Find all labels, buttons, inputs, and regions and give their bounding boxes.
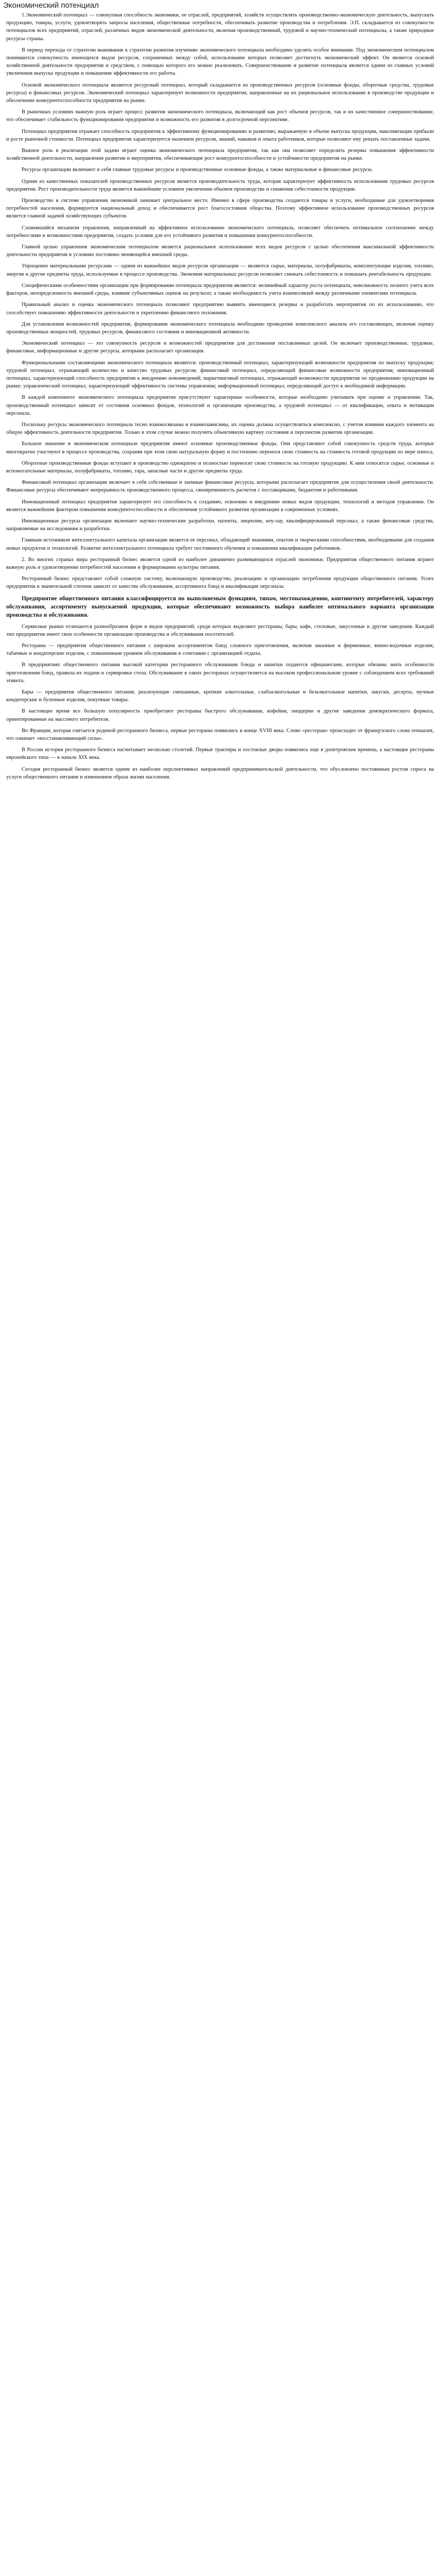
paragraph: Рестораны — предприятия общественного питания с широким ассортиментом блюд сложного приготовления, включая заказные и фирменные, винно-водочные изделия, табачные и кондитерские изделия, с повышенным уровнем обслуживания в сочетании с организацией отдыха. (6, 643, 434, 657)
paragraph: Ресторанный бизнес представляет собой сложную систему, включающую производство, реализацию и организацию потребления продукции общественного питания. Успех предприятия в значительной степени зависит от качества обслуживания, ассортимента блюд и квалификации персонала. (6, 576, 434, 590)
paragraph: В России история ресторанного бизнеса насчитывает несколько столетий. Первые трактиры и постоялые дворы появились еще в допетровские времена, а настоящие рестораны европейского типа — в начале XIX века. (6, 747, 434, 761)
page-title: Экономический потенциал (3, 1, 99, 10)
paragraph: Экономический потенциал — это совокупность ресурсов и возможностей предприятия для достижения поставленных целей. Он включает производственные, трудовые, финансовые, информационные и другие ресурсы, которыми располагает организация. (6, 341, 434, 354)
paragraph: В рыночных условиях важную роль играет процесс развития экономического потенциала, включающий как рост объемов ресурсов, так и их качественное совершенствование, что обеспечивает стабильность функционирования предприятия и возможность его развития в долгосрочной перспективе. (6, 109, 434, 123)
paragraph: Производство в системе управления экономикой занимает центральное место. Именно в сфере производства создаются товары и услуги, необходимые для удовлетворения потребностей населения, формируется национальный доход и обеспечивается рост благосостояния общества. Поэтому эффективное использование производственных ресурсов является главной задачей хозяйствующих субъектов. (6, 198, 434, 219)
paragraph: Сервисные рынки отличаются разнообразием форм и видов предприятий, среди которых выделяют рестораны, бары, кафе, столовые, закусочные и другие заведения. Каждый тип предприятия имеет свои особенности организации производства и обслуживания посетителей. (6, 623, 434, 637)
paragraph: Ресурсы организации включают в себя главные трудовые ресурсы и производственные основные фонды, а также материальные и финансовые ресурсы. (22, 167, 373, 173)
paragraph: В настоящее время все большую популярность приобретают рестораны быстрого обслуживания, кофейни, пиццерии и другие заведения демократического формата, ориентированные на массового потребителя. (6, 708, 434, 722)
paragraph: Правильный анализ и оценка экономического потенциала позволяют предприятию выявить имеющиеся резервы и разработать мероприятия по их использованию, что способствует повышению эффективности деятельности и укреплению финансового положения. (6, 302, 434, 316)
paragraph: Для установления возможностей предприятия, формирования экономического потенциала необходимо проведение комплексного анализа его составляющих, включая оценку производственных мощностей, трудовых ресурсов, финансового состояния и инновационной активности. (6, 321, 434, 335)
paragraph: Функциональными составляющими экономического потенциала являются: производственный потенциал, характеризующий возможности предприятия по выпуску продукции; трудовой потенциал, отражающий количество и качество трудовых ресурсов; финансовый потенциал, определяющий финансовые возможности предприятия; инновационный потенциал, характеризующий способность предприятия к внедрению нововведений; маркетинговый потенциал, отражающий возможности предприятия по продвижению продукции на рынке; управленческий потенциал, характеризующий эффективность системы управления; информационный потенциал, определяющий доступ к необходимой информации. (6, 360, 434, 389)
paragraph: В предприятиях общественного питания высокой категории ресторанного обслуживания блюда и напитки подаются официантами, которые обязаны знать особенности приготовления блюд, правила их подачи и сервировки стола. Обслуживание в таких ресторанах осуществляется на высоком профессиональном уровне с соблюдением всех требований этикета. (6, 662, 434, 684)
document-body (2, 11, 434, 781)
bold-paragraph: Предприятие общественного питания классифицируется по выполняемым функциям, типам, местонахождению, контингенту потребителей, характеру обслуживания, ассортименту выпускаемой продукции, которые обеспечивают возможность выбора наиболее оптимального варианта организации производства и обслуживания. (6, 595, 434, 618)
paragraph: Главным источником интеллектуального капитала организации является ее персонал, обладающий знаниями, опытом и творческими способностями, необходимыми для создания новых продуктов и технологий. Развитие интеллектуального потенциала требует постоянного обучения и повышения квалификации работников. (6, 537, 434, 551)
paragraph: Оборотные производственные фонды вступают в производство однократно и полностью переносят свою стоимость на готовую продукцию. К ним относятся сырье, основные и вспомогательные материалы, полуфабрикаты, топливо, тара, запасные части и другие предметы труда. (6, 460, 434, 474)
paragraph: Основой экономического потенциала являются ресурсный потенциал, который складывается из производственных ресурсов (основные фонды, оборотные средства, трудовые ресурсы) и финансовых ресурсов. Экономический потенциал характеризует возможности предприятия, направленные на их рациональное использование в производстве продукции и обеспечение конкурентоспособности предприятия на рынке. (6, 82, 434, 104)
paragraph: Финансовый потенциал организации включает в себя собственные и заемные финансовые ресурсы, которыми располагает предприятие для осуществления своей деятельности. Финансовые ресурсы обеспечивают непрерывность производственного процесса, своевременность расчетов с поставщиками, бюджетом и работниками. (6, 480, 434, 494)
paragraph: Сложившийся механизм управления, направленный на эффективное использование экономического потенциала, позволяет обеспечить оптимальное соотношение между потребностями и возможностями предприятия, создать условия для его устойчивого развития и повышения конкурентоспособности. (6, 225, 434, 239)
paragraph: Большое значение в экономическом потенциале предприятия имеют основные производственные фонды. Они представляют собой совокупность средств труда, которые многократно участвуют в процессе производства, сохраняя при этом свою натуральную форму и постепенно перенося свою стоимость на стоимость готовой продукции по мере износа. (6, 441, 434, 455)
paragraph: Главной целью управления экономическим потенциалом является рациональное использование всех видов ресурсов с целью обеспечения максимальной эффективности деятельности предприятия в условиях постоянно меняющейся внешней среды. (6, 244, 434, 258)
paragraph: Инновационные ресурсы организации включают научно-технические разработки, патенты, лицензии, ноу-хау, квалифицированный персонал, а также финансовые средства, направляемые на исследования и разработки. (6, 518, 434, 532)
paragraph: Одним из качественных показателей производственных ресурсов является производительность труда, которая характеризует эффективность использования трудовых ресурсов предприятия. Рост производительности труда является важнейшим условием увеличения объемов производства и снижения себестоимости продукции. (6, 178, 434, 192)
paragraph: 1.Экономический потенциал — совокупная способность экономики, ее отраслей, предприятий, хозяйств осуществлять производственно-экономическую деятельность, выпускать продукцию, товары, услуги, удовлетворять запросы населения, общественные потребности, обеспечивать развитие производства и потребления. Э.П. складывается из совокупности потенциалов всех предприятий, отраслей, различных видов экономической деятельности, включая производственный, трудовой и научно-технический потенциалы, а также природные ресурсы страны. (6, 12, 434, 42)
paragraph: 2. Во многих странах мира ресторанный бизнес является одной из наиболее динамично развивающихся отраслей экономики. Предприятия общественного питания играют важную роль в удовлетворении потребностей населения и формировании культуры питания. (6, 556, 434, 570)
paragraph: Во Франции, которая считается родиной ресторанного бизнеса, первые рестораны появились в конце XVIII века. Слово «ресторан» происходит от французского слова restaurant, что означает «восстанавливающий силы». (6, 727, 434, 742)
paragraph: Сегодня ресторанный бизнес является одним из наиболее перспективных направлений предпринимательской деятельности, что обусловлено постоянным ростом спроса на услуги общественного питания и изменением образа жизни населения. (6, 766, 434, 780)
paragraph: Специфическими особенностями организации при формировании потенциала предприятия являются: нелинейный характер роста потенциала, невозможность полного учета всех факторов, неопределенность внешней среды, влияние субъективных оценок на результат, а также необходимость учета взаимосвязей между различными элементами потенциала. (6, 282, 434, 297)
paragraph: В период перехода от стратегии выживания к стратегии развития изучению экономического потенциала необходимо уделять особое внимание. Под экономическим потенциалом понимаются совокупность имеющихся видов ресурсов, сохраненных между собой, использование которых позволяет достигнуть экономический эффект. Он является основой хозяйственной деятельности предприятия и средством, с помощью которого его можно реализовать. Совершенствование и развитие потенциала является одним из главных условий увеличения выпуска продукции и повышения эффективности его работы. (6, 47, 434, 77)
paragraph: Важное роль в реализации этой задачи играет оценка экономического потенциала предприятия, так как она позволяет определить резервы повышения эффективности хозяйственной деятельности, направления развития и мероприятия, обеспечивающие рост конкурентоспособности и устойчивости предприятия на рынке. (6, 148, 434, 162)
paragraph: Инновационный потенциал предприятия характеризует его способность к созданию, освоению и внедрению новых видов продукции, технологий и методов управления. Он является важнейшим фактором повышения конкурентоспособности и обеспечения устойчивого развития организации в современных условиях. (6, 499, 434, 513)
paragraph: Поскольку ресурсы экономического потенциала тесно взаимосвязаны и взаимозависимы, их оценка должна осуществляться комплексно, с учетом влияния каждого элемента на общую эффективность деятельности предприятия. Только в этом случае можно получить объективную картину состояния и перспектив развития организации. (6, 421, 434, 436)
paragraph: Потенциал предприятия отражает способность предприятия к эффективному функционированию и развитию, выражаемую в объеме выпуска продукции, максимизации прибыли и росте рыночной стоимости. Потенциал предприятия характеризуется наличием ресурсов, знаний, навыков и опыта работников, которые позволяют ему решать поставленные задачи. (6, 128, 434, 142)
paragraph: В каждой компоненте экономического потенциала предприятия присутствуют характерные особенности, которые необходимо учитывать при оценке и управлении. Так, производственный потенциал зависит от состояния основных фондов, технологий и организации производства, а трудовой потенциал — от квалификации, опыта и мотивации персонала. (6, 395, 434, 416)
paragraph: Бары — предприятия общественного питания, реализующие смешанные, крепкие алкогольные, слабоалкогольные и безалкогольные напитки, закуски, десерты, мучные кондитерские и булочные изделия, покупные товары. (6, 689, 434, 703)
paragraph: Упрощенно материальными ресурсами — одним из важнейших видов ресурсов организации — являются сырье, материалы, полуфабрикаты, комплектующие изделия, топливо, энергия и другие предметы труда, используемые в процессе производства. Экономия материальных ресурсов позволяет снижать себестоимость и повышать рентабельность продукции. (6, 263, 434, 277)
